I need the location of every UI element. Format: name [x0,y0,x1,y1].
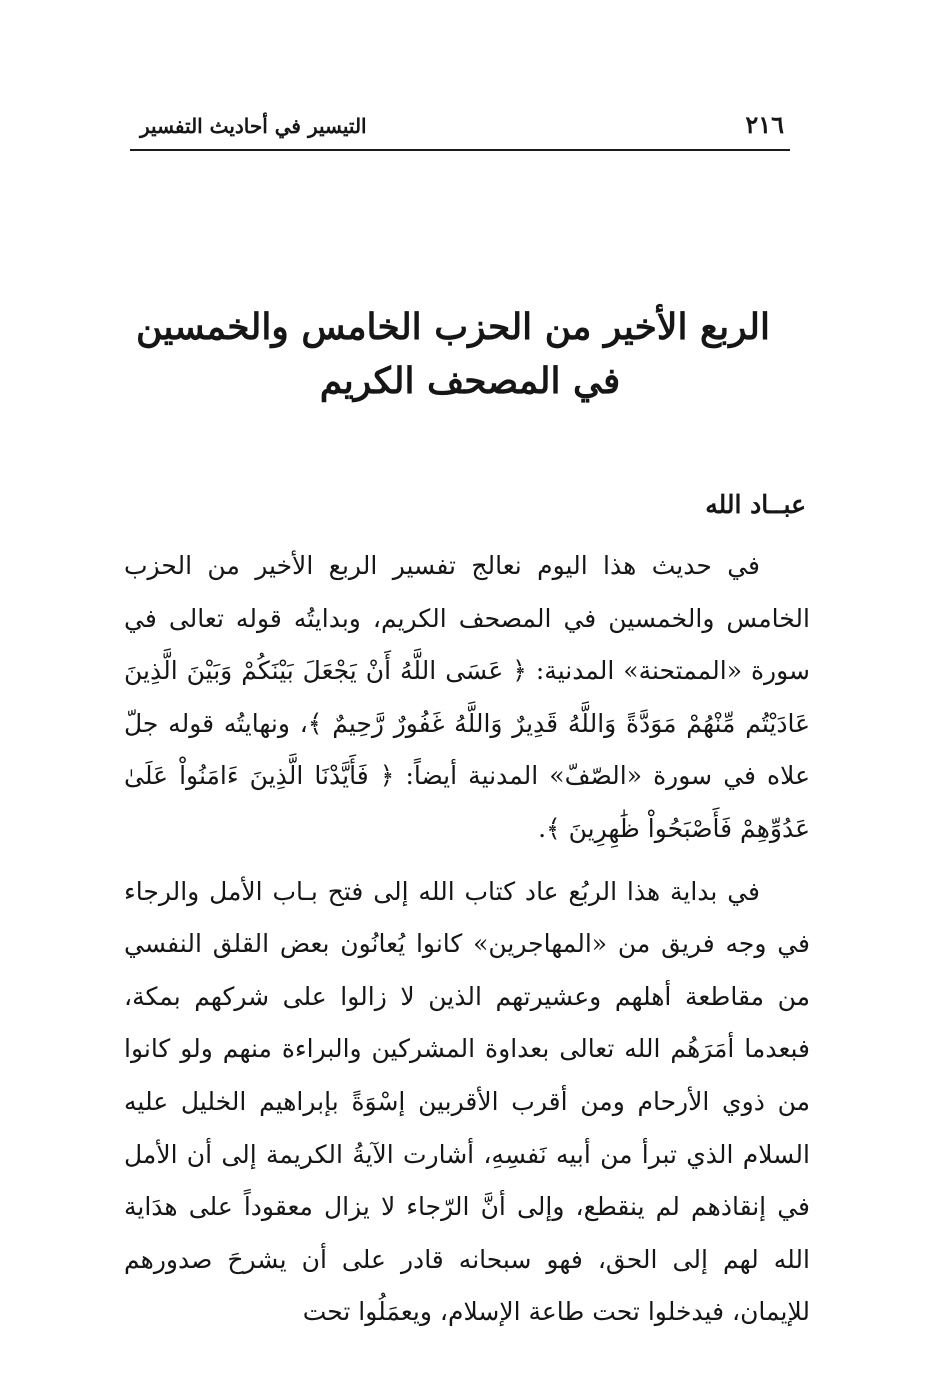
paragraph-2: في بداية هذا الربُع عاد كتاب الله إلى فتح بـاب الأمل والرجاء في وجه فريق من «المهاجرين» كانوا يُعانُون بعض القلق النفسي من مقاطعة أهلهم وعشيرتهم الذين لا زالوا على شركهم بمكة، فبعدما أمَرَهُم الله تعالى بعداوة المشركين والبراءة منهم ولو كانوا من ذوي الأرحام ومن أقرب الأقربين إسْوَةً بإبراهيم الخليل عليه السلام الذي تبرأ من أبيه نَفسِهِ، أشارت الآيةُ الكريمة إلى أن الأمل في إنقاذهم لم ينقطع، وإلى أنَّ الرّجاء لا يزال معقوداً على هدَاية الله لهم إلى الحق، فهو سبحانه قادر على أن يشرحَ صدورهم للإيمان، فيدخلوا تحت طاعة الإسلام، ويعمَلُوا تحت [124,876,810,1327]
chapter-heading [136,300,770,408]
running-header [130,110,790,150]
body-text [124,540,810,1339]
paragraph-1: في حديث هذا اليوم نعالج تفسير الربع الأخير من الحزب الخامس والخمسين في المصحف الكريم، وبدايتُه قوله تعالى في سورة «الممتحنة» المدنية: ﴿ عَسَى اللَّهُ أَنْ يَجْعَلَ بَيْنَكُمْ وَبَيْنَ الَّذِينَ عَادَيْتُم مِّنْهُمْ مَوَدَّةً وَاللَّهُ قَدِيرٌ وَاللَّهُ غَفُورٌ رَّحِيمٌ ﴾، ونهايتُه قوله جلّ علاه في سورة «الصّفّ» المدنية أيضاً: ﴿ فَأَيَّدْنَا الَّذِينَ ءَامَنُواْ عَلَىٰ عَدُوِّهِمْ فَأَصْبَحُواْ ظَٰهِرِينَ ﴾. [124,551,810,843]
book-title: التيسير في أحاديث التفسير [140,114,367,138]
header-rule [130,149,790,151]
section-label: عبــاد الله [705,490,806,519]
chapter-title-line-1: الربع الأخير من الحزب الخامس والخمسين [136,306,770,348]
page-number: ٢١٦ [745,110,784,139]
chapter-title-line-2: في المصحف الكريم [319,360,621,402]
